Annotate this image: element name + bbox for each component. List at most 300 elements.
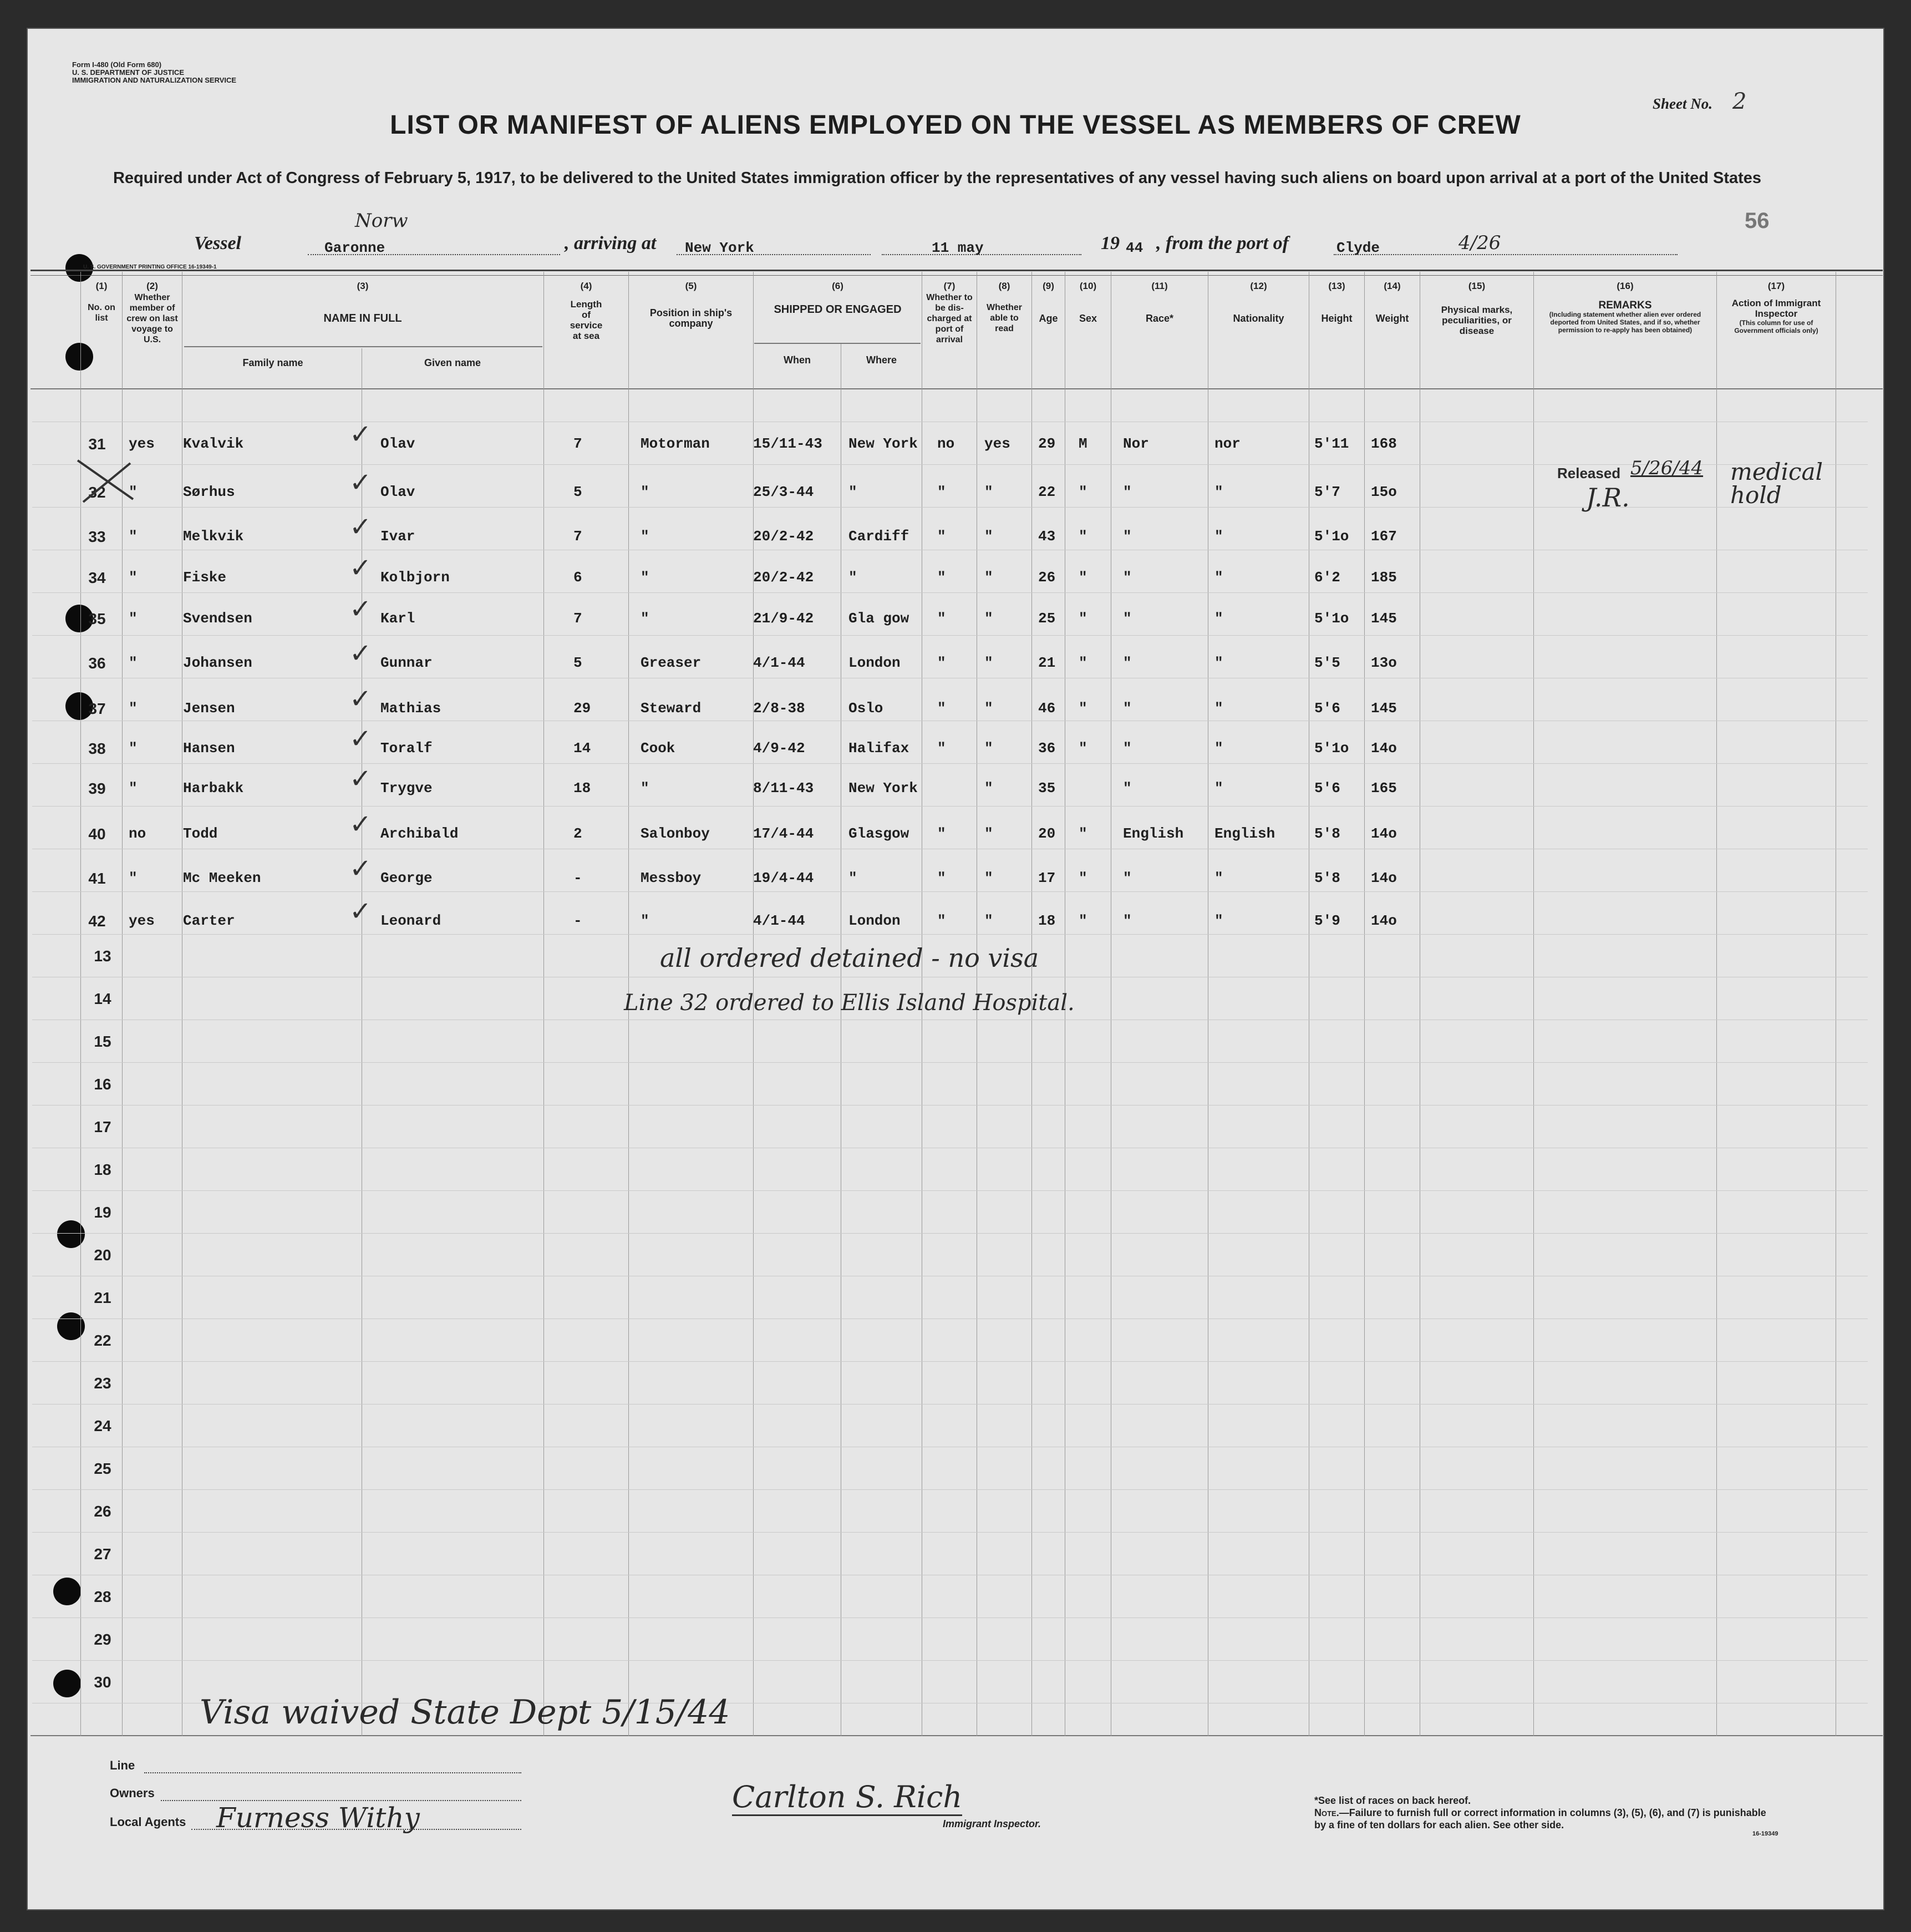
note-label: Note.: [1314, 1807, 1339, 1818]
grid-line: [32, 763, 1868, 764]
discharged-cell: ": [937, 700, 946, 717]
col-header-16: (16) REMARKS (Including statement whether alien ever ordered deported from United States, and if so, whether permission to re-apply has been obtained): [1549, 281, 1701, 334]
race-cell: ": [1123, 740, 1132, 757]
discharged-cell: ": [937, 484, 946, 500]
given-name-cell: Gunnar: [380, 655, 433, 671]
sex-cell: ": [1079, 740, 1087, 757]
from-port: Clyde: [1336, 240, 1380, 256]
height-cell: 5'5: [1314, 655, 1340, 671]
weight-cell: 15o: [1371, 484, 1397, 500]
age-cell: 43: [1038, 528, 1056, 545]
height-cell: 5'8: [1314, 825, 1340, 842]
form-line: Form I-480 (Old Form 680): [72, 60, 162, 69]
weight-cell: 168: [1371, 435, 1397, 452]
owners-label: Owners: [110, 1786, 155, 1800]
weight-cell: 13o: [1371, 655, 1397, 671]
age-cell: 26: [1038, 569, 1056, 586]
service-length-cell: -: [573, 912, 582, 929]
note-text: —Failure to furnish full or correct information in columns (3), (5), (6), and (7) is punishable by a fine of ten dollars for each alien. See other side.: [1314, 1807, 1766, 1830]
shipped-when-cell: 25/3-44: [753, 484, 814, 500]
last-voyage-cell: ": [129, 528, 138, 545]
shipped-when-cell: 15/11-43: [753, 435, 822, 452]
discharged-cell: ": [937, 870, 946, 886]
arrival-date: 11 may: [932, 240, 984, 256]
sex-cell: ": [1079, 610, 1087, 627]
last-voyage-cell: yes: [129, 912, 155, 929]
age-cell: 35: [1038, 780, 1056, 797]
footer-notes: [1314, 1794, 1769, 1831]
nationality-cell: ": [1214, 740, 1223, 757]
position-cell: ": [641, 912, 649, 929]
empty-row-number: 25: [94, 1460, 111, 1477]
position-cell: Salonboy: [641, 825, 710, 842]
arrival-year: 44: [1126, 240, 1143, 256]
line-number-cell: 36: [88, 655, 106, 672]
height-cell: 5'1o: [1314, 740, 1349, 757]
released-label: Released: [1557, 465, 1621, 481]
sex-cell: ": [1079, 700, 1087, 717]
able-to-read-cell: ": [984, 484, 993, 500]
shipped-when-cell: 8/11-43: [753, 780, 814, 797]
sheet-number-value: 2: [1732, 89, 1747, 114]
grid-line: [32, 592, 1868, 593]
last-voyage-cell: ": [129, 780, 138, 797]
from-port-note: 4/26: [1458, 232, 1501, 254]
grid-line: [32, 806, 1868, 807]
grid-line: [32, 934, 1868, 935]
page-subtitle: Required under Act of Congress of February 5, 1917, to be delivered to the United States immigration officer by the representatives of any vessel having such aliens on board upon arrival at a port of the United States: [113, 169, 1762, 187]
given-name-header: Given name: [424, 357, 481, 368]
grid-line: [32, 891, 1868, 892]
race-cell: ": [1123, 655, 1132, 671]
line-number-cell: 40: [88, 825, 106, 843]
height-cell: 5'11: [1314, 435, 1349, 452]
given-name-cell: Olav: [380, 435, 415, 452]
able-to-read-cell: ": [984, 528, 993, 545]
check-mark-icon: ✓: [349, 467, 372, 498]
shipped-where-cell: New York: [848, 435, 918, 452]
able-to-read-cell: yes: [984, 435, 1010, 452]
weight-cell: 14o: [1371, 870, 1397, 886]
line-number-cell: 33: [88, 528, 106, 545]
vessel-note: Norw: [355, 210, 408, 232]
hospital-note: Line 32 ordered to Ellis Island Hospital.: [624, 990, 1075, 1016]
empty-row-number: 17: [94, 1118, 111, 1135]
grid-line: [32, 1617, 1868, 1618]
race-cell: Nor: [1123, 435, 1149, 452]
empty-row-number: 30: [94, 1674, 111, 1691]
weight-cell: 145: [1371, 700, 1397, 717]
height-cell: 5'6: [1314, 700, 1340, 717]
given-name-cell: Archibald: [380, 825, 459, 842]
year-prefix: 19: [1101, 233, 1120, 253]
cross-out-mark: [72, 455, 139, 505]
position-cell: ": [641, 780, 649, 797]
grid-line: [32, 1190, 1868, 1191]
service-length-cell: 7: [573, 528, 582, 545]
age-cell: 20: [1038, 825, 1056, 842]
check-mark-icon: ✓: [349, 683, 372, 714]
shipped-where-cell: Halifax: [848, 740, 909, 757]
local-agents-label: Local Agents: [110, 1815, 186, 1829]
line-number-cell: 32: [88, 484, 106, 501]
grid-line: [32, 1489, 1868, 1490]
nationality-cell: ": [1214, 610, 1223, 627]
col-header-11: (11) Race*: [1145, 281, 1174, 324]
last-voyage-cell: ": [129, 870, 138, 886]
weight-cell: 14o: [1371, 825, 1397, 842]
nationality-cell: English: [1214, 825, 1275, 842]
age-cell: 36: [1038, 740, 1056, 757]
medical-hold-note: medical hold: [1730, 458, 1823, 509]
check-mark-icon: ✓: [349, 853, 372, 884]
fine-note: [1314, 1807, 1769, 1831]
discharged-cell: ": [937, 655, 946, 671]
shipped-when-cell: 4/1-44: [753, 655, 805, 671]
col-header-2: (2) Whether member of crew on last voyage to U.S.: [126, 281, 178, 344]
age-cell: 29: [1038, 435, 1056, 452]
race-cell: ": [1123, 912, 1132, 929]
page-title: LIST OR MANIFEST OF ALIENS EMPLOYED ON THE VESSEL AS MEMBERS OF CREW: [390, 110, 1521, 140]
line-number-cell: 38: [88, 740, 106, 757]
shipped-when-cell: 4/9-42: [753, 740, 805, 757]
sex-cell: ": [1079, 528, 1087, 545]
from-port-label: , from the port of: [1156, 233, 1289, 253]
position-cell: Motorman: [641, 435, 710, 452]
service-length-cell: -: [573, 870, 582, 886]
arriving-label: , arriving at: [565, 233, 657, 253]
grid-line: [32, 1532, 1868, 1533]
nationality-cell: ": [1214, 870, 1223, 886]
sex-cell: ": [1079, 912, 1087, 929]
col-header-9: (9) Age: [1039, 281, 1058, 324]
col-header-13: (13) Height: [1321, 281, 1353, 324]
race-cell: ": [1123, 870, 1132, 886]
given-name-cell: George: [380, 870, 433, 886]
last-voyage-cell: ": [129, 569, 138, 586]
nationality-cell: ": [1214, 484, 1223, 500]
family-name-cell: Hansen: [183, 740, 235, 757]
able-to-read-cell: ": [984, 700, 993, 717]
empty-row-number: 28: [94, 1588, 111, 1605]
service-length-cell: 18: [573, 780, 591, 797]
race-cell: ": [1123, 569, 1132, 586]
vessel-label: Vessel: [194, 233, 241, 253]
shipped-when-cell: 4/1-44: [753, 912, 805, 929]
service-length-cell: 5: [573, 655, 582, 671]
position-cell: Cook: [641, 740, 675, 757]
check-mark-icon: ✓: [349, 552, 372, 584]
sex-cell: ": [1079, 569, 1087, 586]
inspector-label: Immigrant Inspector.: [943, 1818, 1041, 1829]
able-to-read-cell: ": [984, 870, 993, 886]
shipped-when-cell: 20/2-42: [753, 569, 814, 586]
weight-cell: 165: [1371, 780, 1397, 797]
height-cell: 5'9: [1314, 912, 1340, 929]
given-name-cell: Karl: [380, 610, 415, 627]
sex-cell: M: [1079, 435, 1087, 452]
check-mark-icon: ✓: [349, 594, 372, 625]
sex-cell: ": [1079, 655, 1087, 671]
punch-hole: [53, 1670, 81, 1697]
form-code: 16-19349: [1752, 1830, 1778, 1837]
detained-note: all ordered detained - no visa: [660, 943, 1039, 973]
shipped-when-cell: 20/2-42: [753, 528, 814, 545]
service-length-cell: 5: [573, 484, 582, 500]
empty-row-number: 27: [94, 1545, 111, 1563]
given-name-cell: Ivar: [380, 528, 415, 545]
weight-cell: 145: [1371, 610, 1397, 627]
service-length-cell: 6: [573, 569, 582, 586]
check-mark-icon: ✓: [349, 511, 372, 542]
last-voyage-cell: ": [129, 610, 138, 627]
nationality-cell: ": [1214, 780, 1223, 797]
given-name-cell: Olav: [380, 484, 415, 500]
check-mark-icon: ✓: [349, 896, 372, 927]
empty-row-number: 20: [94, 1246, 111, 1264]
given-name-cell: Kolbjorn: [380, 569, 450, 586]
col-header-15: (15) Physical marks, peculiarities, or disease: [1441, 281, 1513, 336]
family-name-cell: Todd: [183, 825, 218, 842]
shipped-where-cell: New York: [848, 780, 918, 797]
height-cell: 5'6: [1314, 780, 1340, 797]
weight-cell: 185: [1371, 569, 1397, 586]
shipped-where-cell: London: [848, 912, 901, 929]
discharged-cell: ": [937, 569, 946, 586]
position-cell: ": [641, 528, 649, 545]
family-name-cell: Mc Meeken: [183, 870, 261, 886]
height-cell: 5'1o: [1314, 528, 1349, 545]
form-number: [72, 61, 236, 84]
arriving-port: New York: [685, 240, 754, 256]
race-cell: ": [1123, 610, 1132, 627]
grid-line: [32, 1660, 1868, 1661]
empty-row-number: 18: [94, 1161, 111, 1178]
empty-row-number: 15: [94, 1033, 111, 1050]
grid-line: [32, 1062, 1868, 1063]
given-name-cell: Mathias: [380, 700, 441, 717]
printing-office-note: U. S. GOVERNMENT PRINTING OFFICE 16-19349-1: [83, 264, 217, 270]
empty-row-number: 21: [94, 1289, 111, 1306]
line-number-cell: 39: [88, 780, 106, 797]
shipped-where-cell: ": [848, 484, 857, 500]
height-cell: 5'7: [1314, 484, 1340, 500]
family-name-cell: Kvalvik: [183, 435, 244, 452]
height-cell: 5'8: [1314, 870, 1340, 886]
service-length-cell: 29: [573, 700, 591, 717]
nationality-cell: nor: [1214, 435, 1241, 452]
shipped-when-cell: 17/4-44: [753, 825, 814, 842]
col-header-1: (1) No. on list: [88, 281, 115, 323]
sex-cell: ": [1079, 825, 1087, 842]
grid-line: [32, 1233, 1868, 1234]
age-cell: 22: [1038, 484, 1056, 500]
sex-cell: ": [1079, 484, 1087, 500]
service-length-cell: 7: [573, 435, 582, 452]
stamp-number: 56: [1745, 209, 1770, 233]
released-date: 5/26/44: [1630, 457, 1704, 479]
able-to-read-cell: ": [984, 912, 993, 929]
col-header-17: (17) Action of Immigrant Inspector (This column for use of Government officials only): [1731, 281, 1821, 334]
position-cell: ": [641, 610, 649, 627]
punch-hole: [65, 343, 93, 371]
local-agents-value: Furness Withy: [216, 1802, 420, 1834]
line-number-cell: 41: [88, 870, 106, 887]
able-to-read-cell: ": [984, 610, 993, 627]
col-header-5: (5) Position in ship's company: [649, 281, 733, 329]
nationality-cell: ": [1214, 655, 1223, 671]
line-number-cell: 31: [88, 435, 106, 453]
form-line: IMMIGRATION AND NATURALIZATION SERVICE: [72, 76, 237, 84]
col-header-14: (14) Weight: [1375, 281, 1409, 324]
check-mark-icon: ✓: [349, 419, 372, 450]
line-number-cell: 34: [88, 569, 106, 586]
empty-row-number: 19: [94, 1204, 111, 1221]
family-name-cell: Fiske: [183, 569, 227, 586]
punch-hole: [53, 1578, 81, 1605]
weight-cell: 14o: [1371, 740, 1397, 757]
line-number-cell: 35: [88, 610, 106, 627]
discharged-cell: ": [937, 528, 946, 545]
col-header-10: (10) Sex: [1079, 281, 1097, 324]
check-mark-icon: ✓: [349, 809, 372, 840]
vessel-name: Garonne: [324, 240, 385, 256]
col-header-4: (4) Length of service at sea: [570, 281, 603, 341]
check-mark-icon: ✓: [349, 763, 372, 794]
line-number-cell: 42: [88, 912, 106, 930]
empty-row-number: 13: [94, 947, 111, 965]
discharged-cell: ": [937, 740, 946, 757]
weight-cell: 14o: [1371, 912, 1397, 929]
empty-row-number: 23: [94, 1375, 111, 1392]
service-length-cell: 2: [573, 825, 582, 842]
family-name-cell: Melkvik: [183, 528, 244, 545]
line-label: Line: [110, 1758, 135, 1772]
family-name-cell: Harbakk: [183, 780, 244, 797]
age-cell: 25: [1038, 610, 1056, 627]
last-voyage-cell: ": [129, 740, 138, 757]
shipped-when-cell: 19/4-44: [753, 870, 814, 886]
discharged-cell: no: [937, 435, 955, 452]
shipped-where-cell: ": [848, 569, 857, 586]
age-cell: 21: [1038, 655, 1056, 671]
service-length-cell: 7: [573, 610, 582, 627]
position-cell: Messboy: [641, 870, 702, 886]
discharged-cell: ": [937, 825, 946, 842]
empty-row-number: 14: [94, 990, 111, 1007]
empty-row-number: 22: [94, 1332, 111, 1349]
col-header-3: (3) NAME IN FULL: [323, 281, 402, 324]
weight-cell: 167: [1371, 528, 1397, 545]
col-header-8: (8) Whether able to read: [987, 281, 1022, 333]
nationality-cell: ": [1214, 528, 1223, 545]
family-name-cell: Carter: [183, 912, 235, 929]
line-number-cell: 37: [88, 700, 106, 717]
family-name-cell: Sørhus: [183, 484, 235, 500]
last-voyage-cell: ": [129, 700, 138, 717]
family-name-header: Family name: [242, 357, 303, 368]
position-cell: ": [641, 484, 649, 500]
last-voyage-cell: yes: [129, 435, 155, 452]
nationality-cell: ": [1214, 569, 1223, 586]
race-cell: ": [1123, 484, 1132, 500]
able-to-read-cell: ": [984, 825, 993, 842]
height-cell: 5'1o: [1314, 610, 1349, 627]
race-cell: ": [1123, 700, 1132, 717]
family-name-cell: Jensen: [183, 700, 235, 717]
where-header: Where: [866, 354, 897, 366]
race-note: *See list of races on back hereof.: [1314, 1795, 1471, 1806]
position-cell: Steward: [641, 700, 702, 717]
age-cell: 18: [1038, 912, 1056, 929]
able-to-read-cell: ": [984, 655, 993, 671]
last-voyage-cell: ": [129, 484, 138, 500]
shipped-where-cell: Glasgow: [848, 825, 909, 842]
position-cell: Greaser: [641, 655, 702, 671]
shipped-where-cell: Gla gow: [848, 610, 909, 627]
able-to-read-cell: ": [984, 780, 993, 797]
given-name-cell: Trygve: [380, 780, 433, 797]
family-name-cell: Johansen: [183, 655, 252, 671]
shipped-where-cell: Cardiff: [848, 528, 909, 545]
grid-line: [32, 1361, 1868, 1362]
nationality-cell: ": [1214, 700, 1223, 717]
visa-waived-note: Visa waived State Dept 5/15/44: [200, 1693, 730, 1732]
shipped-where-cell: Oslo: [848, 700, 883, 717]
height-cell: 6'2: [1314, 569, 1340, 586]
sheet-label: Sheet No.: [1653, 95, 1712, 112]
race-cell: ": [1123, 780, 1132, 797]
discharged-cell: ": [937, 912, 946, 929]
last-voyage-cell: ": [129, 655, 138, 671]
check-mark-icon: ✓: [349, 638, 372, 669]
nationality-cell: ": [1214, 912, 1223, 929]
col-header-6: (6) SHIPPED OR ENGAGED: [774, 281, 902, 316]
empty-row-number: 16: [94, 1076, 111, 1093]
race-cell: English: [1123, 825, 1184, 842]
when-header: When: [784, 354, 811, 366]
grid-line: [32, 635, 1868, 636]
given-name-cell: Toralf: [380, 740, 433, 757]
service-length-cell: 14: [573, 740, 591, 757]
race-cell: ": [1123, 528, 1132, 545]
able-to-read-cell: ": [984, 569, 993, 586]
sex-cell: ": [1079, 870, 1087, 886]
inspector-signature: Carlton S. Rich: [732, 1779, 962, 1816]
able-to-read-cell: ": [984, 740, 993, 757]
age-cell: 46: [1038, 700, 1056, 717]
grid-line: [32, 1105, 1868, 1106]
col-header-12: (12) Nationality: [1233, 281, 1284, 324]
shipped-where-cell: ": [848, 870, 857, 886]
empty-row-number: 26: [94, 1503, 111, 1520]
shipped-where-cell: London: [848, 655, 901, 671]
empty-row-number: 24: [94, 1417, 111, 1434]
given-name-cell: Leonard: [380, 912, 441, 929]
empty-row-number: 29: [94, 1631, 111, 1648]
shipped-when-cell: 21/9-42: [753, 610, 814, 627]
discharged-cell: ": [937, 610, 946, 627]
col-header-7: (7) Whether to be dis-charged at port of arrival: [926, 281, 973, 344]
form-line: U. S. DEPARTMENT OF JUSTICE: [72, 68, 184, 77]
age-cell: 17: [1038, 870, 1056, 886]
position-cell: ": [641, 569, 649, 586]
check-mark-icon: ✓: [349, 723, 372, 754]
released-initials: J.R.: [1586, 483, 1630, 513]
shipped-when-cell: 2/8-38: [753, 700, 805, 717]
last-voyage-cell: no: [129, 825, 146, 842]
family-name-cell: Svendsen: [183, 610, 252, 627]
